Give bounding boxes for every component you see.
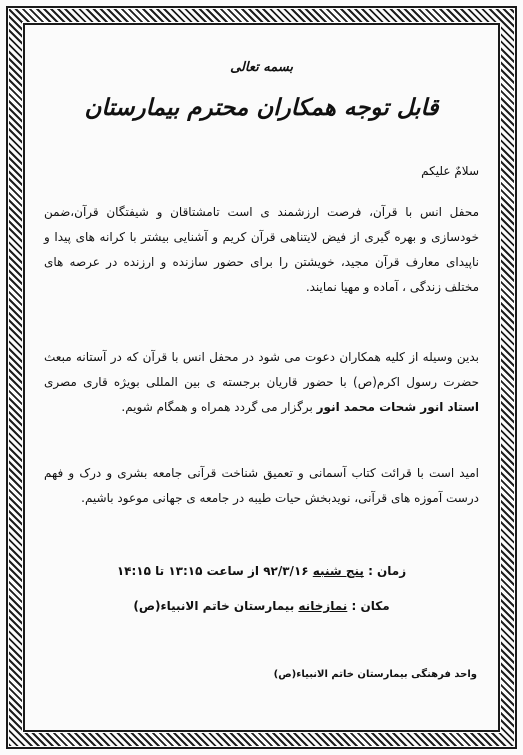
paragraph-hope: امید است با قرائت کتاب آسمانی و تعمیق شناخت قرآنی جامعه بشری و درک و فهم درست آموزه های قرآنی، نویدبخش حیات طیبه در جامعه ی جهانی موعود باشیم. <box>44 466 479 505</box>
event-date-time: ۹۲/۳/۱۶ از ساعت ۱۳:۱۵ تا ۱۴:۱۵ <box>116 564 313 578</box>
bismillah-heading: بسمه تعالی <box>230 60 293 75</box>
event-place <box>38 599 485 613</box>
page-title: قابل توجه همکاران محترم بیمارستان <box>84 94 439 121</box>
place-prayer-hall: نمازخانه <box>298 599 348 613</box>
invitation-text-start: بدین وسیله از کلیه همکاران دعوت می شود در محفل انس با قرآن که در آستانه مبعث حضرت رسول اکرم(ص) با حضور قاریان برجسته ی بین المللی بویژه قاری مصری <box>44 350 479 389</box>
place-hospital: بیمارستان خاتم الانبیاء(ص) <box>133 599 299 613</box>
reciter-name: استاد انور شحات محمد انور <box>316 400 479 414</box>
event-time <box>38 564 485 578</box>
event-day: پنج شنبه <box>312 564 364 578</box>
paragraph-intro: محفل انس با قرآن، فرصت ارزشمند ی است تامشتاقان و شیفتگان قرآن،ضمن خودسازی و بهره گیری از فیض لایتناهی قرآن کریم و آشنایی بیشتر با کرانه های پیدا و ناپیدای معارف قرآن مجید، خویشتن را برای حضور سازنده و ارزنده در عرصه های مختلف زندگی ، آماده و مهیا نمایند. <box>44 205 479 294</box>
invitation-text-end: برگزار می گردد همراه و همگام شویم. <box>121 400 317 414</box>
announcement-content <box>38 42 485 712</box>
greeting: سلامٌ علیکم <box>421 164 479 178</box>
time-label: زمان : <box>363 564 407 578</box>
paragraph-invitation <box>44 345 479 420</box>
place-label: مکان : <box>347 599 390 613</box>
issuer-signature: واحد فرهنگی بیمارستان خاتم الانبیاء(ص) <box>273 669 477 680</box>
